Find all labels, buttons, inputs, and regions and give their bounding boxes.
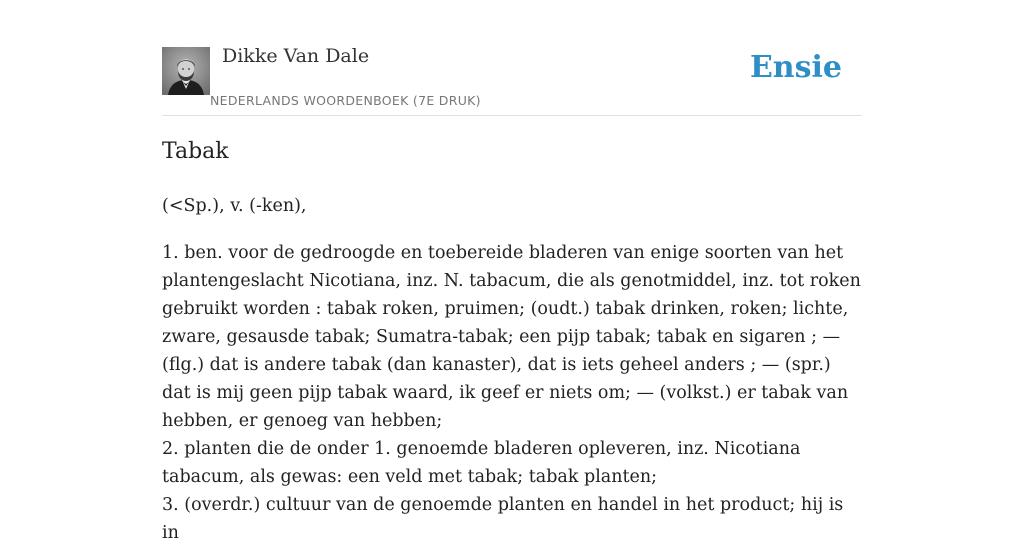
dictionary-name[interactable]: Dikke Van Dale: [222, 45, 370, 67]
entry-title: Tabak: [162, 139, 229, 164]
content-container: [162, 0, 862, 543]
definition-item: 3. (overdr.) cultuur van de genoemde planten en handel in het product; hij is in: [162, 495, 844, 543]
brand-logo[interactable]: Ensie: [749, 50, 842, 85]
entry-intro: (<Sp.), v. (-ken),: [162, 196, 307, 216]
portrait-avatar-icon: [162, 47, 210, 95]
header: [162, 0, 862, 116]
definition-item: 2. planten die de onder 1. genoemde bladeren opleveren, inz. Nicotiana tabacum, als gewas: een veld met tabak; tabak planten;: [162, 439, 801, 487]
author-avatar[interactable]: [162, 47, 210, 95]
definition-item: 1. ben. voor de gedroogde en toebereide bladeren van enige soorten van het plantengeslacht Nicotiana, inz. N. tabacum, die als genotmiddel, inz. tot roken gebruikt worden : tabak roken, pruimen; (oudt.) tabak drinken, roken; lichte, zware, gesausde tabak; Sumatra-tabak; een pijp tabak; tabak en sigaren ; — (flg.) dat is andere tabak (dan kanaster), dat is iets geheel anders ; — (spr.) dat is mij geen pijp tabak waard, ik geef er niets om; — (volkst.) er tabak van hebben, er genoeg van hebben;: [162, 243, 861, 431]
entry-definitions: [162, 239, 862, 547]
dictionary-subtitle[interactable]: NEDERLANDS WOORDENBOEK (7E DRUK): [210, 93, 481, 108]
